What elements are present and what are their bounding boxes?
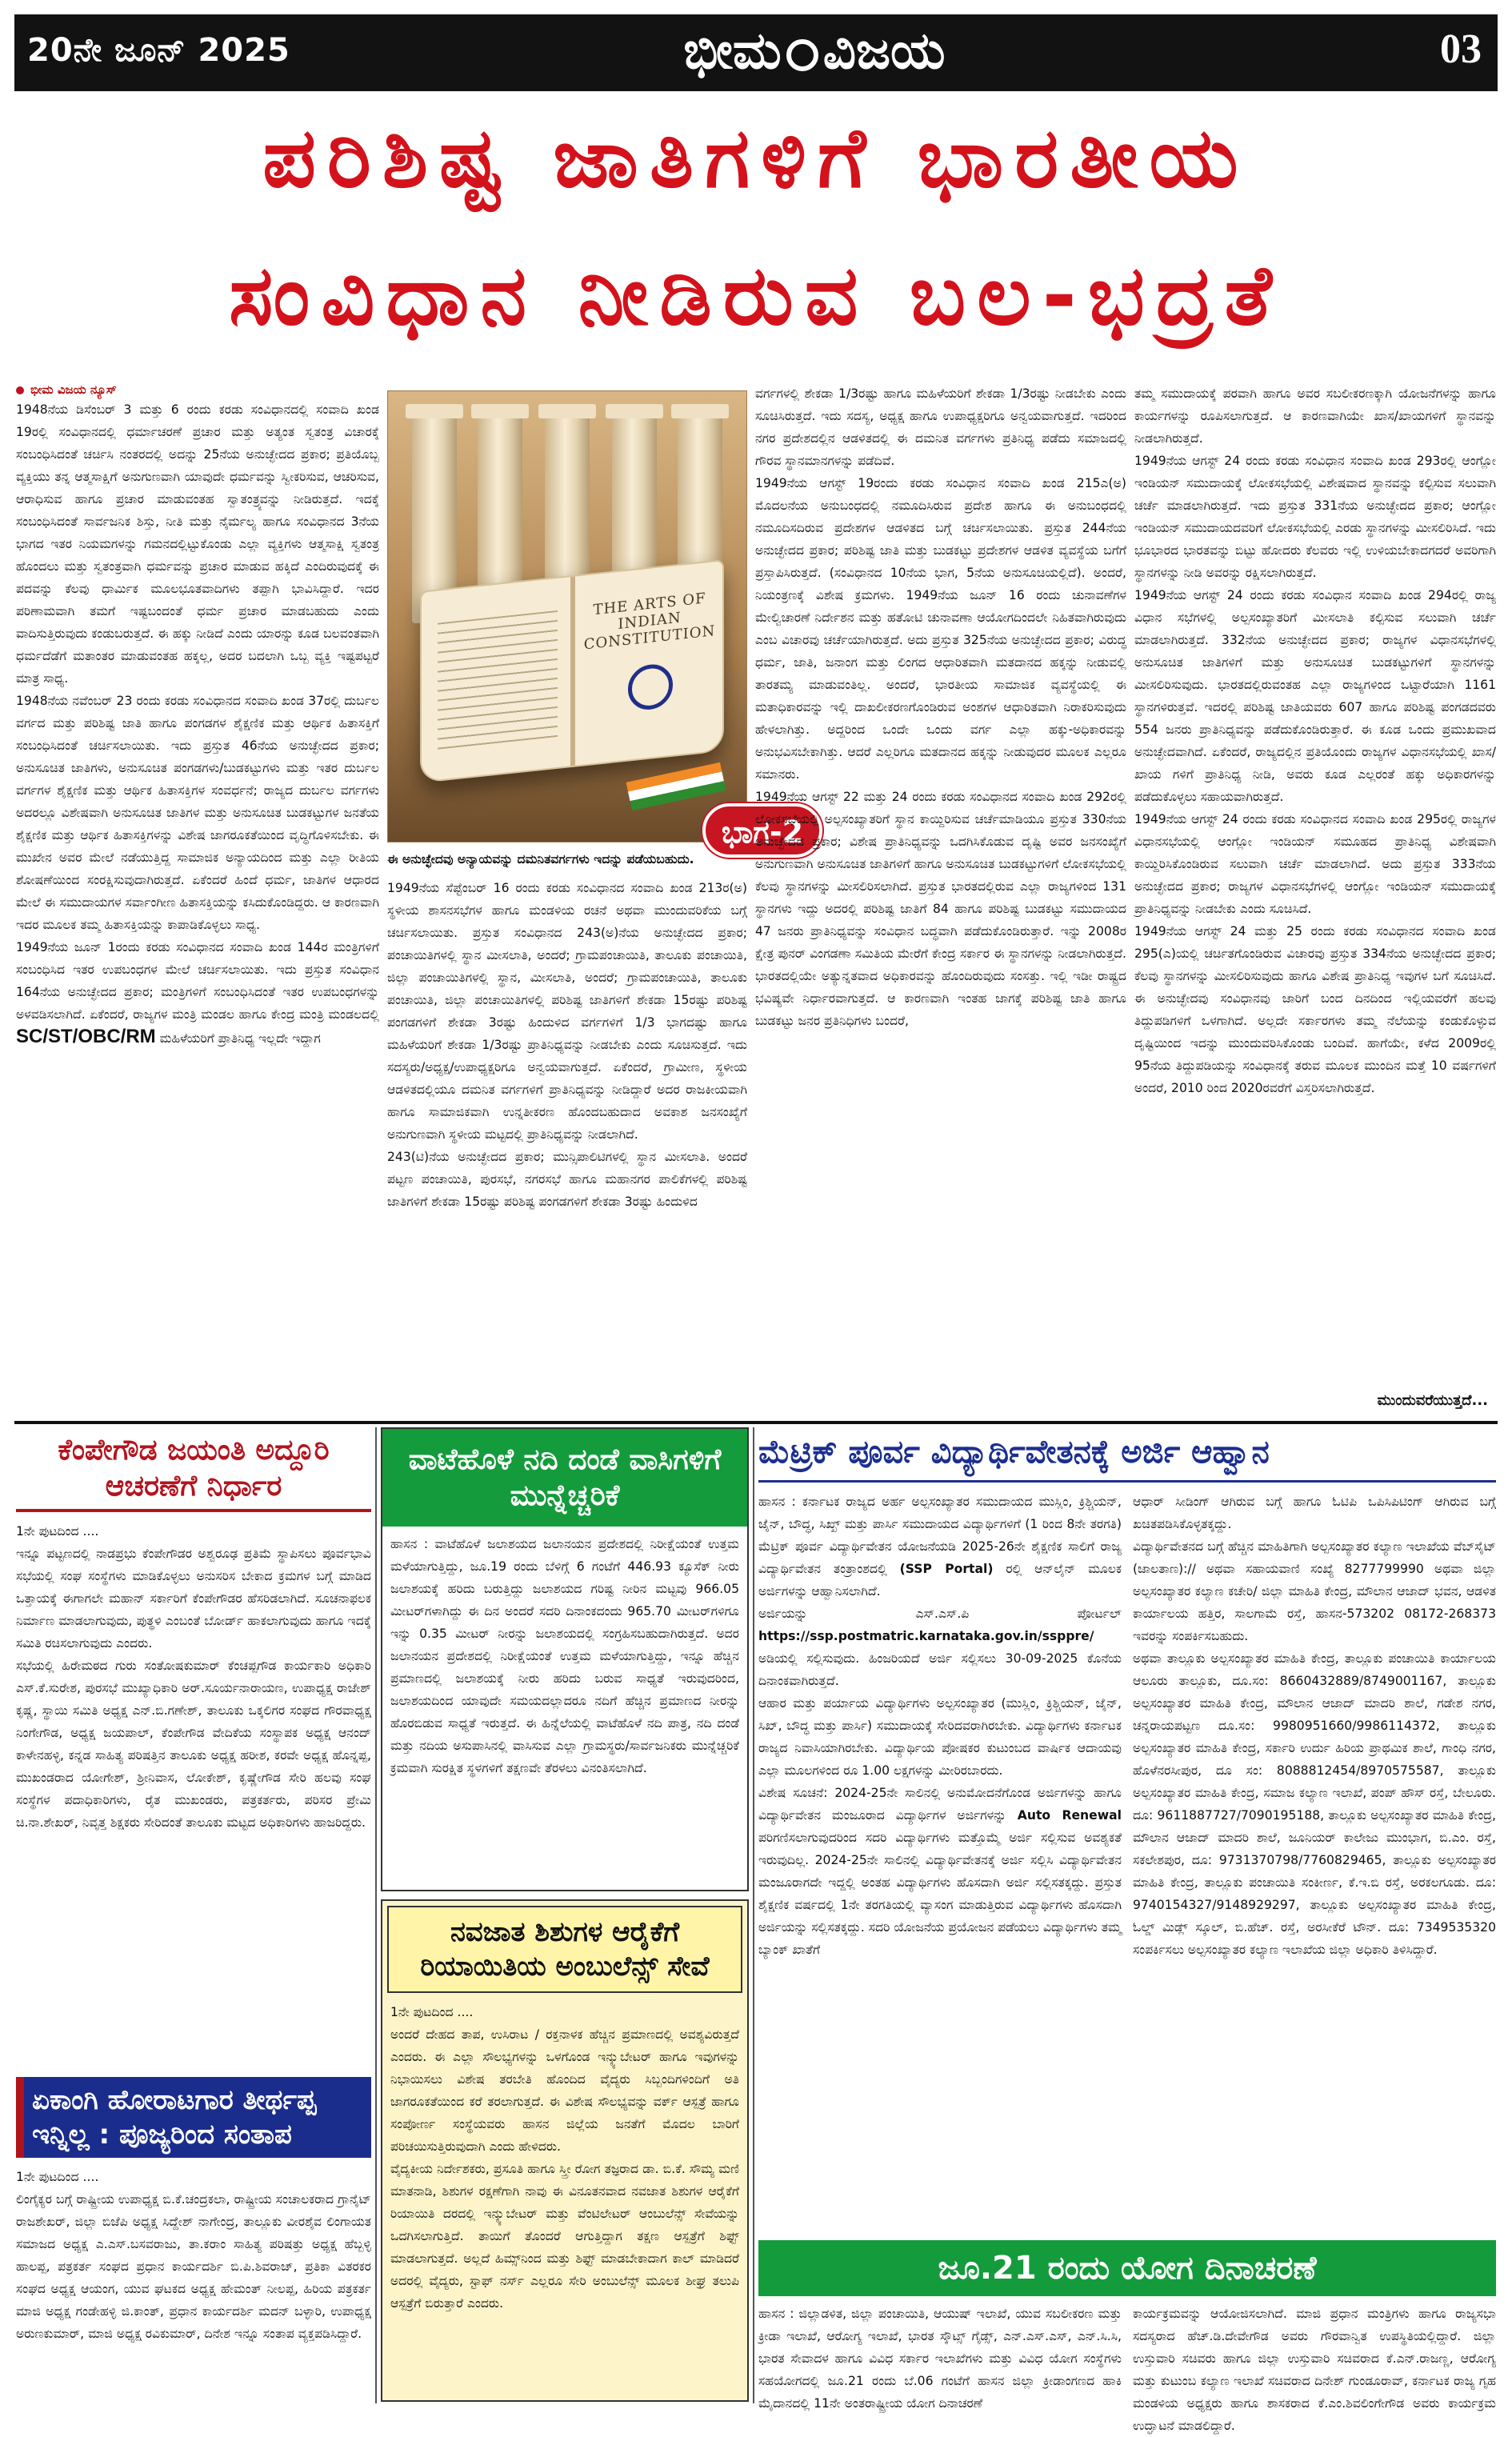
lead-bold-categories: SC/ST/OBC/RM (16, 1026, 156, 1047)
lead-text-col4: ತಮ್ಮ ಸಮುದಾಯಕ್ಕೆ ಪರವಾಗಿ ಹಾಗೂ ಅವರ ಸಬಲೀಕರಣಕ್ಕಾಗಿ ಯೋಜನೆಗಳನ್ನು ಹಾಗೂ ಕಾರ್ಯಗಳನ್ನು ರೂಪಿಸಲಾಗುತ್ತದೆ. ಆ ಕಾರಣವಾಗಿಯೇ ಖಾಸ/ಖಾಯಗಳಿಗೆ ಸ್ಥಾನವನ್ನು ನೀಡಲಾಗಿರುತ್ತದೆ. 1949ನೆಯ ಆಗಸ್ಟ್ 24 ರಂದು ಕರಡು ಸಂವಿಧಾನ ಸಂವಾದಿ ಖಂಡ 293ರಲ್ಲಿ ಆಂಗ್ಲೋ ಇಂಡಿಯನ್ ಸಮುದಾಯಕ್ಕೆ ಲೋಕಸಭೆಯಲ್ಲಿ ವಿಶೇಷವಾದ ಸ್ಥಾನವನ್ನು ಕಲ್ಪಿಸುವ ಸಲುವಾಗಿ ಚರ್ಚೆ ಮಾಡಲಾಗಿರುತ್ತದೆ. ಇದು ಪ್ರಸ್ತುತ 331ನೆಯ ಅನುಚ್ಛೇದದ ಪ್ರಕಾರ; ಆಂಗ್ಲೋ ಇಂಡಿಯನ್ ಸಮುದಾಯದವರಿಗೆ ಲೋಕಸಭೆಯಲ್ಲಿ ಎರಡು ಸ್ಥಾನಗಳನ್ನು ಮೀಸಲಿರಿಸಿದೆ. ಇದು ಭೂಭಾರದ ಭಾರತವನ್ನು ಬಿಟ್ಟು ಹೋದರು ಕೆಲವರು ಇಲ್ಲಿ ಉಳಿಯಬೇಕಾದಗದರೆ ಅವರಿಗಾಗಿ ಸ್ಥಾನಗಳನ್ನು ನೀಡಿ ಅವರನ್ನು ರಕ್ಷಿಸಲಾಗಿರುತ್ತದೆ. 1949ನೆಯ ಆಗಸ್ಟ್ 24 ರಂದು ಕರಡು ಸಂವಿಧಾನ ಸಂವಾದಿ ಖಂಡ 294ರಲ್ಲಿ ರಾಜ್ಯ ವಿಧಾನ ಸಭೆಗಳಲ್ಲಿ ಅಲ್ಪಸಂಖ್ಯಾತರಿಗೆ ಮೀಸಲಾತಿ ಕಲ್ಪಿಸುವ ಸಲುವಾಗಿ ಚರ್ಚೆ ಮಾಡಲಾಗಿರುತ್ತದೆ. 332ನೆಯ ಅನುಚ್ಛೇದದ ಪ್ರಕಾರ; ರಾಜ್ಯಗಳ ವಿಧಾನಸಭೆಗಳಲ್ಲಿ ಅನುಸೂಚಿತ ಜಾತಿಗಳಿಗೆ ಮತ್ತು ಅನುಸೂಚಿತ ಬುಡಕಟ್ಟುಗಳಿಗೆ ಸ್ಥಾನಗಳನ್ನು ಮೀಸಲಿರಿಸುವುದು. ಭಾರತದಲ್ಲಿರುವಂತಹ ಎಲ್ಲಾ ರಾಜ್ಯಗಳಿಂದ ಒಟ್ಟಾರೆಯಾಗಿ 1161 ಸ್ಥಾನಗಳಿರುತ್ತವೆ. ಇದರಲ್ಲಿ ಪರಿಶಿಷ್ಟ ಜಾತಿಯವರು 607 ಹಾಗೂ ಪರಿಶಿಷ್ಟ ಪಂಗಡದವರು 554 ಜನರು ಪ್ರಾತಿನಿಧ್ಯವನ್ನು ಪಡೆದುಕೊಂಡಿರುತ್ತಾರೆ. ಈ ಕೂಡ ಒಂದು ಪ್ರಮುಖವಾದ ಅನುಚ್ಛೇದವಾಗಿದೆ. ಏಕೆಂದರೆ, ರಾಜ್ಯದಲ್ಲಿನ ಪ್ರತಿಯೊಂದು ರಾಜ್ಯಗಳ ವಿಧಾನಸಭೆಯಲ್ಲಿ ಖಾಸ/ಖಾಯ ಗಳಿಗೆ ಪ್ರಾತಿನಿಧ್ಯ ನೀಡಿ, ಅವರು ಕೂಡ ಎಲ್ಲರಂತೆ ಹಕ್ಕು ಅಧಿಕಾರಗಳನ್ನು ಪಡೆದುಕೊಳ್ಳಲು ಸಹಾಯವಾಗಿರುತ್ತದೆ. 1949ನೆಯ ಆಗಸ್ಟ್ 24 ರಂದು ಕರಡು ಸಂವಿಧಾನದ ಸಂವಾದಿ ಖಂಡ 295ರಲ್ಲಿ ರಾಜ್ಯಗಳ ವಿಧಾನಸಭೆಯಲ್ಲಿ ಆಂಗ್ಲೋ ಇಂಡಿಯನ್ ಸಮೂಹದ ಪ್ರಾತಿನಿಧ್ಯ ವಿಶೇಷವಾಗಿ ಕಾಯ್ದಿರಿಸಿಕೊಂಡಿರುವ ಸಲುವಾಗಿ ಚರ್ಚೆ ಮಾಡಲಾಗಿದೆ. ಅದು ಪ್ರಸ್ತುತ 333ನೆಯ ಅನುಚ್ಛೇದದ ಪ್ರಕಾರ; ರಾಜ್ಯಗಳ ವಿಧಾನಸಭೆಗಳಲ್ಲಿ ಆಂಗ್ಲೋ ಇಂಡಿಯನ್ ಸಮುದಾಯಕ್ಕೆ ಪ್ರಾತಿನಿಧ್ಯವನ್ನು ನೀಡಬೇಕು ಎಂದು ಸೂಚಿಸಿದೆ. 1949ನೆಯ ಆಗಸ್ಟ್ 24 ಮತ್ತು 25 ರಂದು ಕರಡು ಸಂವಿಧಾನದ ಸಂವಾದಿ ಖಂಡ 295(ಎ)ಯಲ್ಲಿ ಚರ್ಚಿತಗೊಂಡಿರುವ ವಿಚಾರವು ಪ್ರಸ್ತುತ 334ನೆಯ ಅನುಚ್ಛೇದದ ಪ್ರಕಾರ; ಕೆಲವು ಸ್ಥಾನಗಳನ್ನು ಮೀಸಲಿರಿಸುವುದು ಹಾಗೂ ವಿಶೇಷ ಪ್ರಾತಿನಿಧ್ಯ ಇವುಗಳ ಬಗೆ ಸೂಚಿಸಿದೆ. ಈ ಅನುಚ್ಛೇದವು ಸಂವಿಧಾನವು ಜಾರಿಗೆ ಬಂದ ದಿನದಿಂದ ಇಲ್ಲಿಯವರೆಗೆ ಹಲವು ತಿದ್ದುಪಡಿಗಳಿಗೆ ಒಳಗಾಗಿದೆ. ಅಲ್ಲದೇ ಸರ್ಕಾರಗಳು ತಮ್ಮ ನೆಲೆಯನ್ನು ಕಂಡುಕೊಳ್ಳುವ ದೃಷ್ಟಿಯಿಂದ ಇದನ್ನು ಮುಂದುವರಿಸಿಕೊಂಡು ಬಂದಿವೆ. ಹಾಗೆಯೇ, ಕಳೆದ 2009ರಲ್ಲಿ 95ನೆಯ ತಿದ್ದುಪಡಿಯನ್ನು ಸಂವಿಧಾನಕ್ಕೆ ತರುವ ಮೂಲಕ ಮುಂದಿನ ಮತ್ತೆ 10 ವರ್ಷಗಳಿಗೆ ಅಂದರೆ, 2010 ರಿಂದ 2020ರವರೆಗೆ ವಿಸ್ತರಿಸಲಾಗಿರುತ್ತದೆ. (1134, 386, 1496, 1095)
lead-text-col2: 1949ನೆಯ ಸೆಪ್ಟೆಂಬರ್ 16 ರಂದು ಕರಡು ಸಂವಿಧಾನದ ಸಂವಾದಿ ಖಂಡ 213ರ(ಅ) ಸ್ಥಳೀಯ ಶಾಸನಸಭೆಗಳ ಹಾಗೂ ಮಂಡಳಿಯ ರಚನೆ ಅಥವಾ ಮುಂದುವರಿಕೆಯ ಬಗ್ಗೆ ಚರ್ಚಿಸಲಾಯಿತು. ಪ್ರಸ್ತುತ ಸಂವಿಧಾನದ 243(ಅ)ನೆಯ ಅನುಚ್ಛೇದದ ಪ್ರಕಾರ; ಪಂಚಾಯಿತಿಗಳಲ್ಲಿ ಸ್ಥಾನ ಮೀಸಲಾತಿ, ಅಂದರೆ; ಗ್ರಾಮಪಂಚಾಯಿತಿ, ತಾಲೂಕು ಪಂಚಾಯಿತಿ, ಜಿಲ್ಲಾ ಪಂಚಾಯಿತಿಗಳಲ್ಲಿ ಸ್ಥಾನ, ಮೀಸಲಾತಿ, ಅಂದರೆ; ಗ್ರಾಮಪಂಚಾಯಿತಿ, ತಾಲೂಕು ಪಂಚಾಯಿತಿ, ಜಿಲ್ಲಾ ಪಂಚಾಯಿತಿಗಳಲ್ಲಿ ಪರಿಶಿಷ್ಟ ಜಾತಿಗಳಿಗೆ ಶೇಕಡಾ 15ರಷ್ಟು ಪರಿಶಿಷ್ಟ ಪಂಗಡಗಳಿಗೆ ಶೇಕಡಾ 3ರಷ್ಟು ಹಿಂದುಳಿದ ವರ್ಗಗಳಿಗೆ 1/3 ಭಾಗದಷ್ಟು ಹಾಗೂ ಮಹಿಳೆಯರಿಗೆ ಶೇಕಡಾ 1/3ರಷ್ಟು ಪ್ರಾತಿನಿಧ್ಯವನ್ನು ನೀಡಬೇಕು ಎಂದು ಸೂಚಿಸುತ್ತದೆ. ಇದು ಸದಸ್ಯರು/ಅಧ್ಯಕ್ಷ/ಉಪಾಧ್ಯಕ್ಷರಿಗೂ ಅನ್ವಯವಾಗುತ್ತದೆ. ಏಕೆಂದರೆ, ಗ್ರಾಮೀಣ, ಸ್ಥಳೀಯ ಆಡಳಿತದಲ್ಲಿಯೂ ದಮನಿತ ವರ್ಗಗಳಿಗೆ ಪ್ರಾತಿನಿಧ್ಯವನ್ನು ನೀಡಿದ್ದಾರೆ ಅದರ ರಾಜಕೀಯವಾಗಿ ಹಾಗೂ ಸಾಮಾಜಿಕವಾಗಿ ಉನ್ನತೀಕರಣ ಹೊಂದಬಹುದಾದ ಅವಕಾಶ ಜನಸಂಖ್ಯೆಗೆ ಅನುಗುಣವಾಗಿ ಸ್ಥಳೀಯ ಮಟ್ಟದಲ್ಲಿ ಪ್ರಾತಿನಿಧ್ಯವನ್ನು ನೀಡಲಾಗಿದೆ. 243(ಟಿ)ನೆಯ ಅನುಚ್ಛೇದದ ಪ್ರಕಾರ; ಮುನ್ಸಿಪಾಲಿಟಿಗಳಲ್ಲಿ ಸ್ಥಾನ ಮೀಸಲಾತಿ. ಅಂದರೆ ಪಟ್ಟಣ ಪಂಚಾಯಿತಿ, ಪುರಸಭೆ, ನಗರಸಭೆ ಹಾಗೂ ಮಹಾನಗರ ಪಾಲಿಕೆಗಳಲ್ಲಿ ಪರಿಶಿಷ್ಟ ಜಾತಿಗಳಿಗೆ ಶೇಕಡಾ 15ರಷ್ಟು ಪರಿಶಿಷ್ಟ ಪಂಗಡಗಳಿಗೆ ಶೇಕಡಾ 3ರಷ್ಟು ಹಿಂದುಳಿದ (387, 881, 747, 1209)
ambulance-headline: ನವಜಾತ ಶಿಶುಗಳ ಆರೈಕೆಗೆ ರಿಯಾಯಿತಿಯ ಅಂಬುಲೆನ್ಸ್ ಸೇವೆ (387, 1906, 742, 1993)
ambulance-body: 1ನೇ ಪುಟದಿಂದ .... ಅಂದರೆ ದೇಹದ ತಾಪ, ಉಸಿರಾಟ / ರಕ್ತನಾಳಕ ಹೆಚ್ಚಿನ ಪ್ರಮಾಣದಲ್ಲಿ ಅವಶ್ಯವಿರುತ್ತದೆ ಎಂದರು. ಈ ಎಲ್ಲಾ ಸೌಲಭ್ಯಗಳನ್ನು ಒಳಗೊಂಡ ಇನ್ಕ್ಯುಬೇಟರ್ ಹಾಗೂ ಇವುಗಳನ್ನು ನಿಭಾಯಿಸಲು ವಿಶೇಷ ತರಬೇತಿ ಹೊಂದಿದ ವೈದ್ಯರು ಸಿಬ್ಬಂದಿಗಳಿಂದಿಗೆ ಅತಿ ಜಾಗರೂಕತೆಯಿಂದ ಕರೆ ತರಲಾಗುತ್ತದೆ. ಈ ವಿಶೇಷ ಸೌಲಭ್ಯವನ್ನು ವರ್ಕ್ ಆಸ್ಪತ್ರೆ ಹಾಗೂ ಸಂಪೋರ್ಣ ಸಂಸ್ಥೆಯವರು ಹಾಸನ ಜಿಲ್ಲೆಯ ಜನತೆಗೆ ಮೊದಲ ಬಾರಿಗೆ ಪರಿಚಯಿಸುತ್ತಿರುವುದಾಗಿ ಎಂದು ಹೇಳಿದರು. ವೈದ್ಯಕೀಯ ನಿರ್ದೇಶಕರು, ಪ್ರಸೂತಿ ಹಾಗೂ ಸ್ತ್ರೀ ರೋಗ ತಜ್ಞರಾದ ಡಾ. ಬಿ.ಕೆ. ಸೌಮ್ಯ ಮಣಿ ಮಾತನಾಡಿ, ಶಿಶುಗಳ ರಕ್ಷಣೆಗಾಗಿ ನಾವು ಈ ವಿನೂತನವಾದ ನವಜಾತ ಶಿಶುಗಳ ಆರೈಕೆಗೆ ರಿಯಾಯಿತಿ ದರದಲ್ಲಿ ಇನ್ಕ್ಯುಬೇಟರ್ ಮತ್ತು ವೆಂಟಿಲೇಟರ್ ಆಂಬುಲೆನ್ಸ್ ಸೇವೆಯನ್ನು ಒದಗಿಸಲಾಗುತ್ತಿದೆ. ತಾಯಿಗೆ ತೊಂದರೆ ಆಗುತ್ತಿದ್ದಾಗ ತಕ್ಷಣ ಆಸ್ಪತ್ರೆಗೆ ಶಿಫ್ಟ್ ಮಾಡಲಾಗುತ್ತದೆ. ಅಲ್ಲದೆ ಹಿಮ್ಸ್‌ನಿಂದ ಮತ್ತು ಶಿಫ್ಟ್ ಮಾಡಬೇಕಾದಾಗ ಕಾಲ್ ಮಾಡಿದರೆ ಅದರಲ್ಲಿ ವೈದ್ಯರು, ಸ್ಟಾಫ್ ನರ್ಸ್ ಎಲ್ಲರೂ ಸೇರಿ ಅಂಬುಲೆನ್ಸ್ ಮೂಲಕ ಶೀಘ್ರ ತಲುಪಿ ಆಸ್ಪತ್ರೆಗೆ ಬಿರುತ್ತಾರೆ ಎಂದರು. (390, 2005, 739, 2311)
river-warning-body: ಹಾಸನ : ವಾಟೆಹೊಳೆ ಜಲಾಶಯದ ಜಲಾನಯನ ಪ್ರದೇಶದಲ್ಲಿ ನಿರೀಕ್ಷೆಯಂತೆ ಉತ್ತಮ ಮಳೆಯಾಗುತ್ತಿದ್ದು, ಜೂ.19 ರಂದು ಬೆಳಿಗ್ಗೆ 6 ಗಂಟೆಗೆ 446.93 ಕ್ಯೂಸೆಕ್ ನೀರು ಜಲಾಶಯಕ್ಕೆ ಹರಿದು ಬರುತ್ತಿದ್ದು ಜಲಾಶಯದ ಗರಿಷ್ಟ ನೀರಿನ ಮಟ್ಟವು 966.05 ಮೀಟರ್‌ಗಳಾಗಿದ್ದು ಈ ದಿನ ಅಂದರೆ ಸದರಿ ದಿನಾಂಕದಂದು 965.70 ಮೀಟರ್‌ಗಳಿಗೂ ಇನ್ನು 0.35 ಮೀಟರ್ ನೀರನ್ನು ಜಲಾಶಯದಲ್ಲಿ ಸಂಗ್ರಹಿಸಬಹುದಾಗಿರುತ್ತದೆ. ಅದರ ಜಲಾನಯನ ಪ್ರದೇಶದಲ್ಲಿ ನಿರೀಕ್ಷೆಯಂತೆ ಉತ್ತಮ ಮಳೆಯಾಗುತ್ತಿದ್ದು, ಇನ್ನೂ ಹೆಚ್ಚಿನ ಪ್ರಮಾಣದಲ್ಲಿ ಜಲಾಶಯಕ್ಕೆ ನೀರು ಹರಿದು ಬರುವ ಸಾಧ್ಯತೆ ಇರುವುದರಿಂದ, ಜಲಾಶಯದಿಂದ ಯಾವುದೇ ಸಮಯದಲ್ಲಾದರೂ ನದಿಗೆ ಹೆಚ್ಚಿನ ಪ್ರಮಾಣದ ನೀರನ್ನು ಹೊರಬಿಡುವ ಸಾಧ್ಯತೆ ಇರುತ್ತದೆ. ಈ ಹಿನ್ನೆಲೆಯಲ್ಲಿ ವಾಟೆಹೊಳೆ ನದಿ ಪಾತ್ರ, ನದಿ ದಂಡೆ ಮತ್ತು ನದಿಯ ಅಸುಪಾಸಿನಲ್ಲಿ ವಾಸಿಸುವ ಎಲ್ಲಾ ಗ್ರಾಮಸ್ಥರು/ಸಾರ್ವಜನಿಕರು ಮುನ್ನೆಚ್ಚರಿಕೆ ಕ್ರಮವಾಗಿ ಸುರಕ್ಷಿತ ಸ್ಥಳಗಳಿಗೆ ತಕ್ಷಣವೇ ತೆರಳಲು ವಿನಂತಿಸಲಾಗಿದೆ. (390, 1537, 743, 1775)
lead-text-col1: 1948ನೆಯ ಡಿಸೆಂಬರ್ 3 ಮತ್ತು 6 ರಂದು ಕರಡು ಸಂವಿಧಾನದಲ್ಲಿ ಸಂವಾದಿ ಖಂಡ 19ರಲ್ಲಿ ಸಂವಿಧಾನದಲ್ಲಿ ಧರ್ಮಾಚರಣೆ ಪ್ರಚಾರ ಮತ್ತು ಅತ್ಯಂತ ಸ್ವತಂತ್ರ ವಿಚಾರಕ್ಕೆ ಸಂಬಂಧಿಸಿದಂತೆ ಚರ್ಚಿಸಿ ನಂತರದಲ್ಲಿ ಅದನ್ನು 25ನೆಯ ಅನುಚ್ಛೇದದ ಪ್ರಕಾರ; ಪ್ರತಿಯೊಬ್ಬ ವ್ಯಕ್ತಿಯು ತನ್ನ ಆತ್ಮಸಾಕ್ಷಿಗೆ ಅನುಗುಣವಾಗಿ ಯಾವುದೇ ಧರ್ಮವನ್ನು ಸ್ವೀಕರಿಸುವ, ಆಚರಿಸುವ, ಆರಾಧಿಸುವ ಹಾಗೂ ಪ್ರಚಾರ ಮಾಡುವಂತಹ ಸ್ವಾತಂತ್ರ್ಯವನ್ನು ನೀಡಿರುತ್ತದೆ. ಇದಕ್ಕೆ ಸಂಬಂಧಿಸಿದಂತೆ ಸಾರ್ವಜನಿಕ ಶಿಸ್ತು, ನೀತಿ ಮತ್ತು ನೈರ್ಮಲ್ಯ ಹಾಗೂ ಸಂವಿಧಾನದ 3ನೆಯ ಭಾಗದ ಇತರ ನಿಯಮಗಳನ್ನು ಗಮನದಲ್ಲಿಟ್ಟುಕೊಂಡು ಎಲ್ಲಾ ವ್ಯಕ್ತಿಗಳು ಆತ್ಮಸಾಕ್ಷಿ ಸ್ವತಂತ್ರ ಹೊಂದಲು ಮತ್ತು ಸ್ವತಂತ್ರವಾಗಿ ಧರ್ಮವನ್ನು ಪ್ರಚಾರ ಮಾಡುವ ಹಕ್ಕಿದೆ ಎಂದಿರುವುದಕ್ಕೆ ಈ ಪದವನ್ನು ಕೆಲವು ಧಾರ್ಮಿಕ ಮೂಲಭೂತವಾದಿಗಳು ತಪ್ಪಾಗಿ ಭಾವಿಸಿದ್ದಾರೆ. ಇದರ ಪರಿಣಾಮವಾಗಿ ತಮಗೆ ಇಷ್ಟಬಂದಂತೆ ಧರ್ಮ ಪ್ರಚಾರ ಮಾಡಬಹುದು ಎಂದು ವಾದಿಸುತ್ತಿರುವುದು ಕಂಡುಬರುತ್ತದೆ. ಈ ಹಕ್ಕು ನೀಡಿದೆ ಎಂದು ಯಾರನ್ನು ಕೂಡ ಬಲವಂತವಾಗಿ ಧರ್ಮದೆಡೆಗೆ ಮತಾಂತರ ಮಾಡುವಂತಹ ಹಕ್ಕಲ್ಲ, ಅದರ ಬದಲಾಗಿ ಒಬ್ಬ ವ್ಯಕ್ತಿ ಇಷ್ಟಪಟ್ಟರೆ ಮಾತ್ರ ಸಾಧ್ಯ. 1948ನೆಯ ನವೆಂಬರ್ 23 ರಂದು ಕರಡು ಸಂವಿಧಾನದ ಸಂವಾದಿ ಖಂಡ 37ರಲ್ಲಿ ದುರ್ಬಲ ವರ್ಗದ ಮತ್ತು ಪರಿಶಿಷ್ಟ ಜಾತಿ ಹಾಗೂ ಪಂಗಡಗಳ ಶೈಕ್ಷಣಿಕ ಮತ್ತು ಆರ್ಥಿಕ ಹಿತಾಸಕ್ತಿಗೆ ಸಂಬಂಧಿಸಿದಂತೆ ಚರ್ಚಿಸಲಾಯಿತು. ಇದು ಪ್ರಸ್ತುತ 46ನೆಯ ಅನುಚ್ಛೇದದ ಪ್ರಕಾರ; ಅನುಸೂಚಿತ ಜಾತಿಗಳು, ಅನುಸೂಚಿತ ಪಂಗಡಗಳು/ಬುಡಕಟ್ಟುಗಳು ಮತ್ತು ಇತರ ದುರ್ಬಲ ವರ್ಗಗಳ ಶೈಕ್ಷಣಿಕ ಮತ್ತು ಆರ್ಥಿಕ ಹಿತಾಸಕ್ತಿಗಳ ಸಂವರ್ಧನೆ; ರಾಜ್ಯದ ದುರ್ಬಲ ವರ್ಗಗಳು ಅದರಲ್ಲೂ ವಿಶೇಷವಾಗಿ ಅನುಸೂಚಿತ ಜಾತಿಗಳ ಮತ್ತು ಅನುಸೂಚಿತ ಬುಡಕಟ್ಟುಗಳ ಜನತೆಯ ಶೈಕ್ಷಣಿಕ ಮತ್ತು ಆರ್ಥಿಕ ಹಿತಾಸಕ್ತಿಗಳನ್ನು ವಿಶೇಷ ಜಾಗರೂಕತೆಯಿಂದ ವೃದ್ಧಿಗೊಳಿಸಬೇಕು. ಈ ಮುಖೇನ ಅವರ ಮೇಲೆ ನಡೆಯುತ್ತಿದ್ದ ಸಾಮಾಜಿಕ ಅನ್ಯಾಯದಿಂದ ಮತ್ತು ಎಲ್ಲಾ ರೀತಿಯ ಶೋಷಣೆಯಿಂದ ಸಂರಕ್ಷಿಸುವುದಾಗಿರುತ್ತದೆ. ಏಕೆಂದರೆ ಹಿಂದೆ ಧರ್ಮ, ಜಾತಿಗಳ ಆಧಾರದ ಮೇಲೆ ಈ ಸಮುದಾಯಗಳ ಸರ್ವಾಂಗೀಣ ಹಿತಾಸಕ್ತಿಯನ್ನು ಕಸಿದುಕೊಂಡಿದ್ದರು. ಆ ಕಾರಣವಾಗಿ ಇದರ ಮೂಲಕ ತಮ್ಮ ಹಿತಾಸಕ್ತಿಯನ್ನು ಕಾಪಾಡಿಕೊಳ್ಳಲು ಸಾಧ್ಯ. 1949ನೆಯ ಜೂನ್ 1ರಂದು ಕರಡು ಸಂವಿಧಾನದ ಸಂವಾದಿ ಖಂಡ 144ರ ಮಂತ್ರಿಗಳಿಗೆ ಸಂಬಂಧಿಸಿದ ಇತರ ಉಪಬಂಧಗಳ ಮೇಲೆ ಚರ್ಚಿಸಲಾಯಿತು. ಇದು ಪ್ರಸ್ತುತ ಸಂವಿಧಾನ 164ನೆಯ ಅನುಚ್ಛೇದದ ಪ್ರಕಾರ; ಮಂತ್ರಿಗಳಿಗೆ ಸಂಬಂಧಿಸಿದಂತೆ ಇತರ ಉಪಬಂಧಗಳನ್ನು ಅಳವಡಿಸಲಾಗಿದೆ. ಏಕೆಂದರೆ, ರಾಜ್ಯಗಳ ಮಂತ್ರಿ ಮಂಡಲ ಹಾಗೂ ಕೇಂದ್ರ ಮಂತ್ರಿ ಮಂಡಲದಲ್ಲಿ (16, 402, 379, 1022)
lead-headline-line2: ಸಂವಿಧಾನ ನೀಡಿರುವ ಬಲ-ಭದ್ರತೆ (229, 246, 1283, 344)
kempegowda-story (16, 1432, 371, 2066)
book-icon (420, 559, 724, 783)
newspaper-logo (606, 21, 1022, 81)
book-title: THE ARTS OF INDIAN CONSTITUTION (583, 590, 716, 654)
auto-renewal-label: Auto Renewal (1017, 1808, 1122, 1823)
divider (375, 1427, 377, 2403)
lead-headline-line1: ಪರಿಶಿಷ್ಟ ಜಾತಿಗಳಿಗೆ ಭಾರತೀಯ (262, 109, 1250, 206)
lead-column-2 (387, 848, 747, 1416)
logo-text-right: ವಿಜಯ (822, 21, 946, 81)
obituary-body: 1ನೇ ಪುಟದಿಂದ .... ಲಿಂಗೈಕ್ಯರ ಬಗ್ಗೆ ರಾಷ್ಟ್ರೀಯ ಉಪಾಧ್ಯಕ್ಷ ಬಿ.ಕೆ.ಚಂದ್ರಕಲಾ, ರಾಷ್ಟ್ರೀಯ ಸಂಚಾಲಕರಾದ ಗ್ರಾನೈಟ್ ರಾಜಶೇಖರ್, ಜಿಲ್ಲಾ ಬಿಜೆಪಿ ಅಧ್ಯಕ್ಷ ಸಿದ್ದೇಶ್ ನಾಗೇಂದ್ರ, ತಾಲ್ಲೂಕು ವೀರಶೈವ ಲಿಂಗಾಯತ ಸಮಾಜದ ಅಧ್ಯಕ್ಷ ಎ.ಎಸ್.ಬಸವರಾಜು, ತಾ.ಕರಾಂ ಸಾಹಿತ್ಯ ಪರಿಷತ್ತು ಅಧ್ಯಕ್ಷ ಹೆಬ್ಬಳ್ಳಿ ಹಾಲಪ್ಪ, ಪತ್ರಕರ್ತ ಸಂಘದ ಪ್ರಧಾನ ಕಾರ್ಯದರ್ಶಿ ಬಿ.ಪಿ.ಶಿವರಾಜ್, ಪ್ರತಿಕಾ ವಿತರಕರ ಸಂಘದ ಅಧ್ಯಕ್ಷ ಆಯಂಗ, ಯುವ ಘಟಕದ ಅಧ್ಯಕ್ಷ ಹೇಮಂತ್ ನೀಲಪ್ಪ, ಹಿರಿಯ ಪತ್ರಕರ್ತ ಮಾಜಿ ಅಧ್ಯಕ್ಷ ಗಂಡೇಹಳ್ಳಿ ಜಿ.ಕಾಂತ್, ಪ್ರಧಾನ ಕಾರ್ಯದರ್ಶಿ ಮದನ್ ಬಳ್ಳಾರಿ, ಉಪಾಧ್ಯಕ್ಷ ಅರುಣಕುಮಾರ್, ಮಾಜಿ ಅಧ್ಯಕ್ಷ ರವಿಕುಮಾರ್, ದಿನೇಶ ಇನ್ನೂ ಸಂತಾಪ ವ್ಯಕ್ತಪಡಿಸಿದ್ದಾರೆ. (16, 2170, 371, 2341)
part-badge: ಭಾಗ-2 (702, 803, 822, 858)
lead-text-col3: ವರ್ಗಗಳಲ್ಲಿ ಶೇಕಡಾ 1/3ರಷ್ಟು ಹಾಗೂ ಮಹಿಳೆಯರಿಗೆ ಶೇಕಡಾ 1/3ರಷ್ಟು ನೀಡಬೇಕು ಎಂದು ಸೂಚಿಸಿರುತ್ತದೆ. ಇದು ಸದಸ್ಯ, ಅಧ್ಯಕ್ಷ ಹಾಗೂ ಉಪಾಧ್ಯಕ್ಷರಿಗೂ ಅನ್ವಯವಾಗುತ್ತದೆ. ಇದರಿಂದ ನಗರ ಪ್ರದೇಶದಲ್ಲಿನ ಆಡಳಿತದಲ್ಲಿ ಈ ದಮನಿತ ವರ್ಗಗಳು ಪ್ರತಿನಿಧ್ಯ ಪಡೆದು ಸಮಾಜದಲ್ಲಿ ಗೌರವ ಸ್ಥಾನಮಾನಗಳನ್ನು ಪಡೆದಿವೆ. 1949ನೆಯ ಆಗಸ್ಟ್ 19ರಂದು ಕರಡು ಸಂವಿಧಾನ ಸಂವಾದಿ ಖಂಡ 215ಎ(ಅ) ಮೊದಲನೆಯ ಅನುಬಂಧದಲ್ಲಿ ನಮೂದಿಸಿರುವ ಪ್ರದೇಶ ಹಾಗೂ ಈ ಅನುಬಂಧದಲ್ಲಿ ನಮೂದಿಸದಿರುವ ಪ್ರದೇಶಗಳ ಆಡಳಿತದ ಬಗ್ಗೆ ಚರ್ಚಿಸಲಾಯಿತು. ಪ್ರಸ್ತುತ 244ನೆಯ ಅನುಚ್ಛೇದದ ಪ್ರಕಾರ; ಪರಿಶಿಷ್ಟ ಜಾತಿ ಮತ್ತು ಬುಡಕಟ್ಟು ಪ್ರದೇಶಗಳ ಆಡಳಿತ ವ್ಯವಸ್ಥೆಯ ಬಗೆಗೆ ಪ್ರಸ್ತಾಪಿಸಿರುತ್ತದೆ. (ಸಂವಿಧಾನದ 10ನೆಯ ಭಾಗ, 5ನೆಯ ಅನುಸೂಚಿಯಲ್ಲಿದೆ). ಅಂದರೆ, ನಿಯಂತ್ರಣಕ್ಕೆ ವಿಶೇಷ ಕ್ರಮಗಳು. 1949ನೆಯ ಜೂನ್ 16 ರಂದು ಚುನಾವಣೆಗಳ ಮೇಲ್ವಿಚಾರಣೆ ನಿರ್ದೇಶನ ಮತ್ತು ಹತೋಟಿ ಚುನಾವಣಾ ಆಯೋಗದಿಂದಲೇ ನಿಹಿತವಾಗಿರುವುದು ಎಂಬ ವಿಚಾರವು ಚರ್ಚೆಯಾಗಿರುತ್ತದೆ. ಅದು ಪ್ರಸ್ತುತ 325ನೆಯ ಅನುಚ್ಛೇದದ ಪ್ರಕಾರ; ವಿರುದ್ಧ ಧರ್ಮ, ಜಾತಿ, ಜನಾಂಗ ಮತ್ತು ಲಿಂಗದ ಆಧಾರಿತವಾಗಿ ಮತದಾನದ ಹಕ್ಕನ್ನು ನೀಡುವಲ್ಲಿ ತಾರತಮ್ಯ ಮಾಡುವಂತಿಲ್ಲ. ಅಂದರೆ, ಭಾರತೀಯ ಸಾಮಾಜಿಕ ವ್ಯವಸ್ಥೆಯಲ್ಲಿ ಈ ಮತಾಧಿಕಾರವನ್ನು ಇಲ್ಲಿ ದಾಖಲೀಕರಣಗೊಂಡಿರುವ ಅಂಶಗಳ ಆಧಾರಿತವಾಗಿ ನಿರಾಕರಿಸುವುದು ಹೇಳಲಾಗಿತ್ತು. ಅದ್ದರಿಂದ ಒಂದೇ ಒಂದು ವರ್ಗ ಎಲ್ಲಾ ಹಕ್ಕು-ಅಧಿಕಾರವನ್ನು ಅನುಭವಿಸಬೇಕಾಗಿತ್ತು. ಆದರೆ ಎಲ್ಲರಿಗೂ ಮತದಾನದ ಹಕ್ಕನ್ನು ನೀಡುವುದರ ಮೂಲಕ ಎಲ್ಲರೂ ಸಮಾನರು. 1949ನೆಯ ಆಗಸ್ಟ್ 22 ಮತ್ತು 24 ರಂದು ಕರಡು ಸಂವಿಧಾನದ ಸಂವಾದಿ ಖಂಡ 292ರಲ್ಲಿ ಲೋಕಸಭೆಯಲ್ಲಿ ಅಲ್ಪಸಂಖ್ಯಾತರಿಗೆ ಸ್ಥಾನ ಕಾಯ್ದಿರಿಸುವ ಚರ್ಚೆಮಾಡಿಯೂ ಪ್ರಸ್ತುತ 330ನೆಯ ಅನುಚ್ಛೇದದ ಪ್ರಕಾರ; ವಿಶೇಷ ಪ್ರಾತಿನಿಧ್ಯವನ್ನು ಒದಗಿಸಿಕೊಡುವ ದೃಷ್ಟಿ ಅವರ ಜನಸಂಖ್ಯೆಗೆ ಅನುಗುಣವಾಗಿ ಅನುಸೂಚಿತ ಜಾತಿಗಳಿಗೆ ಹಾಗೂ ಅನುಸೂಚಿತ ಬುಡಕಟ್ಟುಗಳಿಗೆ ಲೋಕಸಭೆಯಲ್ಲಿ ಕೆಲವು ಸ್ಥಾನಗಳನ್ನು ಮೀಸಲಿರಿಸಲಾಗಿದೆ. ಪ್ರಸ್ತುತ ಭಾರತದಲ್ಲಿರುವ ಎಲ್ಲಾ ರಾಜ್ಯಗಳಿಂದ 131 ಸ್ಥಾನಗಳು ಇದ್ದು ಅದರಲ್ಲಿ ಪರಿಶಿಷ್ಟ ಜಾತಿಗೆ 84 ಹಾಗೂ ಪರಿಶಿಷ್ಟ ಬುಡಕಟ್ಟು ಸಮುದಾಯದ 47 ಜನರು ಪ್ರಾತಿನಿಧ್ಯವನ್ನು ಸಂವಿಧಾನ ಬದ್ಧವಾಗಿ ಪಡೆದುಕೊಂಡಿರುತ್ತಾರೆ. ಇನ್ನು 2008ರ ಕ್ಷೇತ್ರ ಪುನರ್ ವಿಂಗಡಣಾ ಸಮಿತಿಯ ಮೇರೆಗೆ ಕೇಂದ್ರ ಸರ್ಕಾರ ಈ ಸ್ಥಾನಗಳನ್ನು ನೀಡಲಾಗಿರುತ್ತದೆ. ಭಾರತದಲ್ಲಿಯೇ ಅತ್ಯುನ್ನತವಾದ ಅಧಿಕಾರವನ್ನು ಹೊಂದಿರುವುದು ಸಂಸತ್ತು. ಇಲ್ಲಿ ಇಡೀ ರಾಷ್ಟ್ರದ ಭವಿಷ್ಯವೇ ನಿರ್ಧಾರವಾಗುತ್ತದೆ. ಆ ಕಾರಣವಾಗಿ ಇಂತಹ ಜಾಗಕ್ಕೆ ಪರಿಶಿಷ್ಟ ಜಾತಿ ಹಾಗೂ ಬುಡಕಟ್ಟು ಜನರ ಪ್ರತಿನಿಧಿಗಳು ಬಂದರೆ, (755, 386, 1126, 1028)
image-caption: ಈ ಅನುಚ್ಛೇದವು ಅನ್ಯಾಯವನ್ನು ದಮನಿತವರ್ಗಗಳು ಇದನ್ನು ಪಡೆಯಬಹುದು. (387, 852, 694, 866)
divider (14, 1421, 1498, 1424)
masthead (14, 14, 1498, 91)
byline: ಭೀಮ ವಿಜಯ ನ್ಯೂಸ್ (16, 382, 379, 397)
logo-text-left: ಭೀಮ (683, 21, 782, 81)
kempegowda-headline: ಕೆಂಪೇಗೌಡ ಜಯಂತಿ ಅದ್ದೂರಿ ಆಚರಣೆಗೆ ನಿರ್ಧಾರ (16, 1432, 371, 1512)
lead-text-col1-tail: ಮಹಿಳೆಯರಿಗೆ ಪ್ರಾತಿನಿಧ್ಯ ಇಲ್ಲದೇ ಇದ್ದಾಗ (155, 1031, 321, 1046)
scholarship-story (758, 1432, 1496, 2232)
page-number: 03 (1440, 26, 1482, 72)
yoga-story (758, 2240, 1500, 2433)
flag-icon (626, 762, 726, 810)
lead-column-1 (16, 382, 379, 1416)
lead-column-4 (1134, 382, 1496, 1392)
yoga-column-2: ಕಾರ್ಯಕ್ರಮವನ್ನು ಆಯೋಜಿಸಲಾಗಿದೆ. ಮಾಜಿ ಪ್ರಧಾನ ಮಂತ್ರಿಗಳು ಹಾಗೂ ರಾಜ್ಯಸಭಾ ಸದಸ್ಯರಾದ ಹೆಚ್.ಡಿ.ದೇವೇಗೌಡ ಅವರು ಗೌರವಾನ್ವಿತ ಉಪಸ್ಥಿತಿಯಲ್ಲಿದ್ದಾರೆ. ಜಿಲ್ಲಾ ಉಸ್ತುವಾರಿ ಸಚಿವರು ಹಾಗೂ ಜಿಲ್ಲಾ ಉಸ್ತುವಾರಿ ಸಚಿವರಾದ ಕೆ.ಎನ್.ರಾಜಣ್ಣ, ಆರೋಗ್ಯ ಮತ್ತು ಕುಟುಂಬ ಕಲ್ಯಾಣ ಇಲಾಖೆ ಸಚಿವರಾದ ದಿನೇಶ್ ಗುಂಡೂರಾವ್, ಕರ್ನಾಟಕ ರಾಜ್ಯ ಗೃಹ ಮಂಡಳಿಯ ಅಧ್ಯಕ್ಷರು ಹಾಗೂ ಶಾಸಕರಾದ ಕೆ.ಎಂ.ಶಿವಲಿಂಗೇಗೌಡ ಅವರು ಕಾರ್ಯಕ್ರಮ ಉದ್ಘಾಟನೆ ಮಾಡಲಿದ್ದಾರೆ. (1133, 2307, 1500, 2433)
ambulance-story (381, 1899, 749, 2402)
ssp-portal-link[interactable]: https://ssp.postmatric.karnataka.gov.in/ssppre/ (758, 1629, 1094, 1643)
ashoka-chakra-icon (628, 662, 673, 712)
constitution-illustration (387, 390, 747, 842)
bullet-icon (16, 386, 24, 394)
lead-column-3 (755, 382, 1126, 1416)
scholarship-headline: ಮೆಟ್ರಿಕ್ ಪೂರ್ವ ವಿದ್ಯಾರ್ಥಿವೇತನಕ್ಕೆ ಅರ್ಜಿ ಆಹ್ವಾನ (758, 1432, 1496, 1483)
continued-label: ಮುಂದುವರೆಯುತ್ತದೆ... (1377, 1392, 1488, 1409)
scholarship-column-1: ಹಾಸನ : ಕರ್ನಾಟಕ ರಾಜ್ಯದ ಅರ್ಹ ಅಲ್ಪಸಂಖ್ಯಾತರ ಸಮುದಾಯದ ಮುಸ್ಲಿಂ, ಕ್ರಿಶ್ಚಿಯನ್, ಜೈನ್, ಬೌದ್ಧ, ಸಿಖ್ಖ್ ಮತ್ತು ಪಾರ್ಸಿ ಸಮುದಾಯದ ವಿದ್ಯಾರ್ಥಿಗಳಿಗೆ (1 ರಿಂದ 8ನೇ ತರಗತಿ) ಮೆಟ್ರಿಕ್ ಪೂರ್ವ ವಿದ್ಯಾರ್ಥಿವೇತನ ಯೋಜನೆಯಡಿ 2025-26ನೇ ಶೈಕ್ಷಣಿಕ ಸಾಲಿಗೆ ರಾಜ್ಯ ವಿದ್ಯಾರ್ಥಿವೇತನ ತಂತ್ರಾಂಶದಲ್ಲಿ (SSP Portal) ರಲ್ಲಿ ಆನ್‌ಲೈನ್ ಮೂಲಕ ಅರ್ಜಿಗಳನ್ನು ಆಹ್ವಾನಿಸಲಾಗಿದೆ. ಅರ್ಜಿಯನ್ನು ಎಸ್.ಎಸ್.ಪಿ ಪೋರ್ಟಲ್ https://ssp.postmatric.karnataka.gov.in/ssppre/ ಅಡಿಯಲ್ಲಿ ಸಲ್ಲಿಸುವುದು. ಹಿಂಜರಿಯದೆ ಅರ್ಜಿ ಸಲ್ಲಿಸಲು 30-09-2025 ಕೊನೆಯ ದಿನಾಂಕವಾಗಿರುತ್ತದೆ. ಆಹಾರ ಮತ್ತು ಪರ್ಯಾಯ ವಿದ್ಯಾರ್ಥಿಗಳು ಅಲ್ಪಸಂಖ್ಯಾತರ (ಮುಸ್ಲಿಂ, ಕ್ರಿಶ್ಚಿಯನ್, ಜೈನ್, ಸಿಖ್, ಬೌದ್ಧ ಮತ್ತು ಪಾರ್ಸಿ) ಸಮುದಾಯಕ್ಕೆ ಸೇರಿದವರಾಗಿರಬೇಕು. ವಿದ್ಯಾರ್ಥಿಗಳು ಕರ್ನಾಟಕ ರಾಜ್ಯದ ನಿವಾಸಿಯಾಗಿರಬೇಕು. ವಿದ್ಯಾರ್ಥಿಯ ಪೋಷಕರ ಕುಟುಂಬದ ವಾರ್ಷಿಕ ಆದಾಯವು ಎಲ್ಲಾ ಮೂಲಗಳಿಂದ ರೂ 1.00 ಲಕ್ಷಗಳನ್ನು ಮೀರಿರಬಾರದು. ವಿಶೇಷ ಸೂಚನೆ: 2024-25ನೇ ಸಾಲಿನಲ್ಲಿ ಅನುಮೋದನೆಗೊಂಡ ಅರ್ಜಿಗಳನ್ನು ಹಾಗೂ ವಿದ್ಯಾರ್ಥಿವೇತನ ಮಂಜೂರಾದ ವಿದ್ಯಾರ್ಥಿಗಳ ಅರ್ಜಿಗಳನ್ನು Auto Renewal ಪರಿಗಣಿಸಲಾಗುವುದರಿಂದ ಸದರಿ ವಿದ್ಯಾರ್ಥಿಗಳು ಮತ್ತೊಮ್ಮೆ ಅರ್ಜಿ ಸಲ್ಲಿಸುವ ಅವಶ್ಯಕತೆ ಇರುವುದಿಲ್ಲ. 2024-25ನೇ ಸಾಲಿನಲ್ಲಿ ವಿದ್ಯಾರ್ಥಿವೇತನಕ್ಕೆ ಅರ್ಜಿ ಸಲ್ಲಿಸಿ ವಿದ್ಯಾರ್ಥಿವೇತನ ಮಂಜೂರಾಗದೇ ಇದ್ದಲ್ಲಿ ಅಂತಹ ವಿದ್ಯಾರ್ಥಿಗಳು ಹೊಸದಾಗಿ ಅರ್ಜಿ ಸಲ್ಲಿಸತಕ್ಕದ್ದು. ಪ್ರಸ್ತುತ ಶೈಕ್ಷಣಿಕ ವರ್ಷದಲ್ಲಿ 1ನೇ ತರಗತಿಯಲ್ಲಿ ವ್ಯಾಸಂಗ ಮಾಡುತ್ತಿರುವ ವಿದ್ಯಾರ್ಥಿಗಳು ಹೊಸದಾಗಿ ಅರ್ಜಿಯನ್ನು ಸಲ್ಲಿಸತಕ್ಕದ್ದು. ಸದರಿ ಯೋಜನೆಯ ಪ್ರಯೋಜನ ಪಡೆಯಲು ವಿದ್ಯಾರ್ಥಿಗಳು ತಮ್ಮ ಬ್ಯಾಂಕ್ ಖಾತೆಗೆ (758, 1495, 1126, 1957)
yoga-column-1: ಹಾಸನ : ಜಿಲ್ಲಾಡಳಿತ, ಜಿಲ್ಲಾ ಪಂಚಾಯಿತಿ, ಆಯುಷ್ ಇಲಾಖೆ, ಯುವ ಸಬಲೀಕರಣ ಮತ್ತು ಕ್ರೀಡಾ ಇಲಾಖೆ, ಆರೋಗ್ಯ ಇಲಾಖೆ, ಭಾರತ ಸ್ಕೌಟ್ಸ್ ಗೈಡ್ಸ್, ಎನ್.ಎಸ್.ಎಸ್, ಎನ್.ಸಿ.ಸಿ, ಭಾರತ ಸೇವಾದಳ ಹಾಗೂ ವಿವಿಧ ಸರ್ಕಾರ ಇಲಾಖೆಗಳು ಮತ್ತು ವಿವಿಧ ಯೋಗ ಸಂಸ್ಥೆಗಳು ಸಹಯೋಗದಲ್ಲಿ ಜೂ.21 ರಂದು ಬೆ.06 ಗಂಟೆಗೆ ಹಾಸನ ಜಿಲ್ಲಾ ಕ್ರೀಡಾಂಗಣದ ಹಾಕಿ ಮೈದಾನದಲ್ಲಿ 11ನೇ ಅಂತರಾಷ್ಟ್ರೀಯ ಯೋಗ ದಿನಾಚರಣೆ (758, 2307, 1126, 2411)
kempegowda-body: 1ನೇ ಪುಟದಿಂದ .... ಇನ್ನೂ ಪಟ್ಟಣದಲ್ಲಿ ನಾಡಪ್ರಭು ಕೆಂಪೇಗೌಡರ ಅಶ್ವರೂಢ ಪ್ರತಿಮೆ ಸ್ಥಾಪಿಸಲು ಪೂರ್ವಭಾವಿ ಸಭೆಯಲ್ಲಿ ಸಂಘ ಸಂಸ್ಥೆಗಳು ಮಾಡಿಕೊಳ್ಳಲು ಅನುಸರಿಸ ಬೇಕಾದ ಕ್ರಮಗಳ ಬಗ್ಗೆ ಮಾಡಿದ ಒತ್ತಾಯಕ್ಕೆ ಈಗಾಗಲೇ ಮಹಾನ್ ಸರ್ಕಾರಿಗೆ ಕೆಂಪೇಗೌಡರ ಹೆಸರಿಡಲಾಗಿದೆ. ಸೂಚನಾಫಲಕ ನಿರ್ಮಾಣ ಮಾಡಲಾಗುವುದು, ಪುತ್ಥಳಿ ಎಂಬಂತೆ ಬೋರ್ಡ್ ಹಾಕಲಾಗುವುದು ಹಾಗೂ ಇದಕ್ಕೆ ಸಮಿತಿ ರಚಿಸಲಾಗುವುದು ಎಂದರು. ಸಭೆಯಲ್ಲಿ ಹಿರೇಮಠದ ಗುರು ಸಂತೋಷಕುಮಾರ್ ಕೆಂಚಪ್ಪಗೌಡ ಕಾರ್ಯಕಾರಿ ಅಧಿಕಾರಿ ಎಸ್.ಕೆ.ಸುರೇಶ, ಪುರಸಭೆ ಮುಖ್ಯಾಧಿಕಾರಿ ಅರ್.ಸೂರ್ಯನಾರಾಯಣ, ಉಪಾಧ್ಯಕ್ಷ ರಾಜೇಶ್ ಕೃಷ್ಣ, ಸ್ಥಾಯಿ ಸಮಿತಿ ಅಧ್ಯಕ್ಷ ಎನ್.ಬಿ.ಗಣೇಶ್, ತಾಲೂಕು ಒಕ್ಕಲಿಗರ ಸಂಘದ ಗೌರವಾಧ್ಯಕ್ಷ ನಿಂಗೇಗೌಡ, ಅಧ್ಯಕ್ಷ ಜಯಪಾಲ್, ಕೆಂಪೇಗೌಡ ವೇದಿಕೆಯ ಸಂಸ್ಥಾಪಕ ಅಧ್ಯಕ್ಷ ಆನಂದ್ ಕಾಳೇನಹಳ್ಳಿ, ಕನ್ನಡ ಸಾಹಿತ್ಯ ಪರಿಷತ್ತಿನ ತಾಲೂಕು ಅಧ್ಯಕ್ಷ ಹರೀಶ, ಕರವೇ ಅಧ್ಯಕ್ಷ ಹೊನ್ನಪ್ಪ, ಮುಖಂಡರಾದ ಯೋಗೇಶ್, ಶ್ರೀನಿವಾಸ, ಲೋಕೇಶ್, ಕೃಷ್ಣೇಗೌಡ ಸೇರಿ ಹಲವು ಸಂಘ ಸಂಸ್ಥೆಗಳ ಪದಾಧಿಕಾರಿಗಳು, ರೈತ ಮುಖಂಡರು, ಪತ್ರಕರ್ತರು, ಪರಿಸರ ಪ್ರೇಮಿ ಚಿ.ನಾ.ಶೇಖರ್, ನಿವೃತ್ತ ಶಿಕ್ಷಕರು ಸೇರಿದಂತೆ ತಾಲೂಕು ಮಟ್ಟದ ಅಧಿಕಾರಿಗಳು ಹಾಜರಿದ್ದರು. (16, 1524, 371, 1830)
river-warning-headline: ವಾಟೆಹೊಳೆ ನದಿ ದಂಡೆ ವಾಸಿಗಳಿಗೆ ಮುನ್ನೆಚ್ಚರಿಕೆ (382, 1429, 747, 1527)
obituary-headline: ಏಕಾಂಗಿ ಹೋರಾಟಗಾರ ತೀರ್ಥಪ್ಪ ಇನ್ನಿಲ್ಲ : ಪೂಜ್ಯರಿಂದ ಸಂತಾಪ (16, 2077, 371, 2158)
issue-date: 20ನೇ ಜೂನ್ 2025 (27, 32, 290, 69)
obituary-story (16, 2077, 371, 2403)
scholarship-column-2: ಆಧಾರ್ ಸೀಡಿಂಗ್ ಆಗಿರುವ ಬಗ್ಗೆ ಹಾಗೂ ಓಟಿಪಿ ಒಪಿಸಿಪಿಟಿಂಗ್ ಆಗಿರುವ ಬಗ್ಗೆ ಖಚಿತಪಡಿಸಿಕೊಳ್ಳತಕ್ಕದ್ದು. ವಿದ್ಯಾರ್ಥಿವೇತನದ ಬಗ್ಗೆ ಹೆಚ್ಚಿನ ಮಾಹಿತಿಗಾಗಿ ಅಲ್ಪಸಂಖ್ಯಾತರ ಕಲ್ಯಾಣ ಇಲಾಖೆಯ ವೆಬ್‌ಸೈಟ್ (ಜಾಲತಾಣ):// ಅಥವಾ ಸಹಾಯವಾಣಿ ಸಂಖ್ಯೆ 8277799990 ಅಥವಾ ಜಿಲ್ಲಾ ಅಲ್ಪಸಂಖ್ಯಾತರ ಕಲ್ಯಾಣ ಕಚೇರಿ/ ಜಿಲ್ಲಾ ಮಾಹಿತಿ ಕೇಂದ್ರ, ಮೌಲಾನ ಆಜಾದ್ ಭವನ, ಆಡಳಿತ ಕಾರ್ಯಾಲಯ ಹತ್ತಿರ, ಸಾಲಗಾಮೆ ರಸ್ತೆ, ಹಾಸನ-573202 08172-268373 ಇವರನ್ನು ಸಂಪರ್ಕಿಸಬಹುದು. ಅಥವಾ ತಾಲ್ಲೂಕು ಅಲ್ಪಸಂಖ್ಯಾತರ ಮಾಹಿತಿ ಕೇಂದ್ರ, ತಾಲ್ಲೂಕು ಪಂಚಾಯಿತಿ ಕಾರ್ಯಾಲಯ ಆಲೂರು ತಾಲ್ಲೂಕು, ದೂ.ಸಂ: 8660432889/8749001167, ತಾಲ್ಲೂಕು ಅಲ್ಪಸಂಖ್ಯಾತರ ಮಾಹಿತಿ ಕೇಂದ್ರ, ಮೌಲಾನ ಆಜಾದ್ ಮಾದರಿ ಶಾಲೆ, ಗಡೇಶ ನಗರ, ಚನ್ನರಾಯಪಟ್ಟಣ ದೂ.ಸಂ: 9980951660/9986114372, ತಾಲ್ಲೂಕು ಅಲ್ಪಸಂಖ್ಯಾತರ ಮಾಹಿತಿ ಕೇಂದ್ರ, ಸರ್ಕಾರಿ ಉರ್ದು ಹಿರಿಯ ಪ್ರಾಥಮಿಕ ಶಾಲೆ, ಗಾಂಧಿ ನಗರ, ಹೊಳೆನರಸೀಪುರ, ದೂ ಸಂ: 8088812454/8970575587, ತಾಲ್ಲೂಕು ಅಲ್ಪಸಂಖ್ಯಾತರ ಮಾಹಿತಿ ಕೇಂದ್ರ, ಸಮಾಜ ಕಲ್ಯಾಣ ಇಲಾಖೆ, ಪಂಪ್ ಹೌಸ್ ರಸ್ತೆ, ಬೇಲೂರು. ದೂ: 9611887727/7090195188, ತಾಲ್ಲೂಕು ಅಲ್ಪಸಂಖ್ಯಾತರ ಮಾಹಿತಿ ಕೇಂದ್ರ, ಮೌಲಾನ ಆಜಾದ್ ಮಾದರಿ ಶಾಲೆ, ಜೂನಿಯರ್ ಕಾಲೇಜು ಮುಂಭಾಗ, ಬಿ.ಎಂ. ರಸ್ತೆ, ಸಕಲೇಶಪುರ, ದೂ: 9731370798/7760829465, ತಾಲ್ಲೂಕು ಅಲ್ಪಸಂಖ್ಯಾತರ ಮಾಹಿತಿ ಕೇಂದ್ರ, ತಾಲ್ಲೂಕು ಪಂಚಾಯಿತಿ ಸಂಕೀರ್ಣ, ಕೆ.ಇ.ಬಿ ರಸ್ತೆ, ಅರಕಲಗೂಡು. ದೂ: 9740154327/9148929297, ತಾಲ್ಲೂಕು ಅಲ್ಪಸಂಖ್ಯಾತರ ಮಾಹಿತಿ ಕೇಂದ್ರ, ಓಲ್ಡ್ ಮಿಡ್ಲ್ ಸ್ಕೂಲ್, ಬಿ.ಹೆಚ್. ರಸ್ತೆ, ಅರಸೀಕೆರೆ ಟೌನ್. ದೂ: 7349535320 ಸಂಪರ್ಕಿಸಲು ಅಲ್ಪಸಂಖ್ಯಾತರ ಕಲ್ಯಾಣ ಇಲಾಖೆಯ ಜಿಲ್ಲಾ ಅಧಿಕಾರಿ ತಿಳಿಸಿದ್ದಾರೆ. (1133, 1495, 1496, 1957)
ssp-portal-label: (SSP Portal) (899, 1562, 994, 1576)
chakra-icon (786, 39, 818, 71)
river-warning-story (381, 1427, 749, 1891)
divider (753, 1427, 754, 2403)
yoga-headline: ಜೂ.21 ರಂದು ಯೋಗ ದಿನಾಚರಣೆ (758, 2240, 1496, 2296)
